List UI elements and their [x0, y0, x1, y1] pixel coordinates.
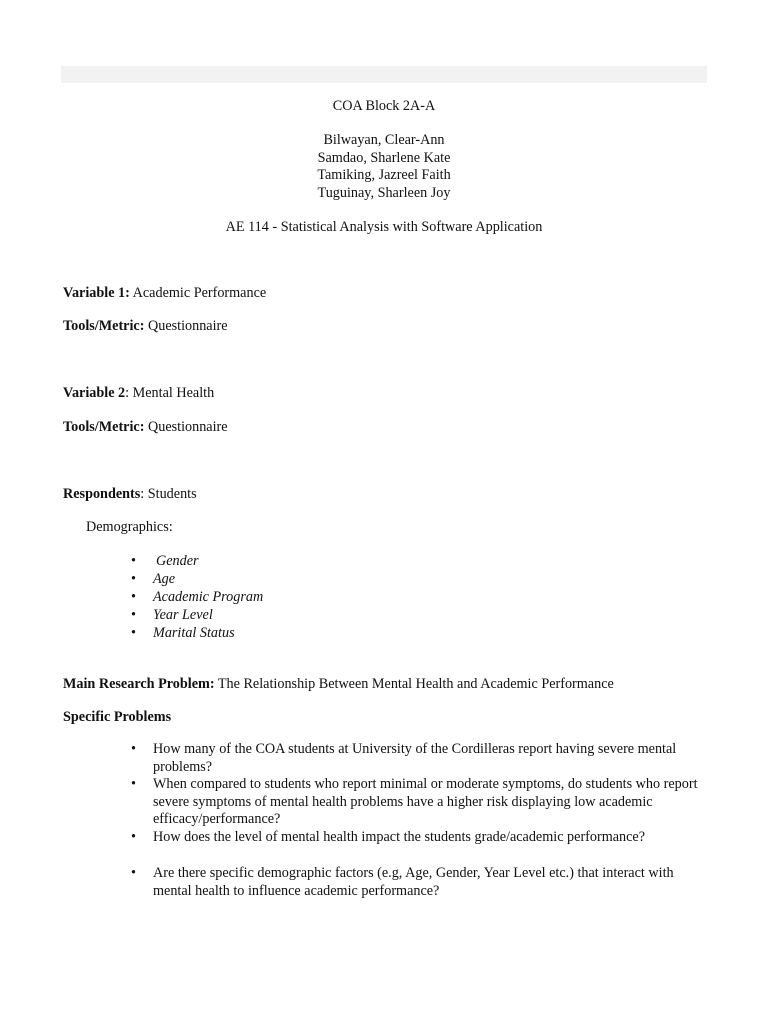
main-problem-label: Main Research Problem:: [63, 676, 215, 692]
respondents-label: Respondents: [63, 486, 141, 502]
tools-2-value: Questionnaire: [144, 419, 228, 435]
list-item: • How many of the COA students at University of the Cordilleras report having severe mental problems?: [153, 741, 713, 776]
variable-2-line: [63, 385, 214, 403]
respondents-line: [63, 486, 197, 504]
list-item: • Are there specific demographic factors (e.g, Age, Gender, Year Level etc.) that interact with mental health to influence academic performance?: [153, 865, 713, 900]
list-item: • Marital Status: [153, 624, 263, 642]
demographics-list: [153, 552, 263, 642]
top-bar: [61, 66, 707, 83]
variable-1-line: [63, 285, 266, 303]
member-name: Tamiking, Jazreel Faith: [317, 167, 451, 183]
main-problem-line: [63, 676, 614, 694]
member-name: Bilwayan, Clear-Ann: [323, 132, 445, 148]
list-item: • Age: [153, 570, 263, 588]
tools-2-label: Tools/Metric:: [63, 419, 145, 435]
list-item: • Year Level: [153, 606, 263, 624]
course-title: AE 114 - Statistical Analysis with Software Application: [225, 219, 543, 235]
member-name: Tuguinay, Sharleen Joy: [317, 184, 451, 201]
variable-2-value: : Mental Health: [125, 385, 215, 401]
specific-problems-list: [153, 741, 713, 847]
respondents-value: : Students: [140, 486, 197, 502]
variable-2-label: Variable 2: [63, 385, 126, 401]
tools-1-line: [63, 318, 228, 336]
list-item: • Academic Program: [153, 588, 263, 606]
specific-problems-title: Specific Problems: [63, 709, 172, 725]
demographics-title: Demographics:: [86, 519, 173, 535]
list-item: • How does the level of mental health impact the students grade/academic performance?: [153, 829, 713, 847]
list-item: • When compared to students who report minimal or moderate symptoms, do students who report severe symptoms of mental health problems have a higher risk displaying low academic efficacy/performance?: [153, 776, 713, 829]
main-problem-value: The Relationship Between Mental Health and Academic Performance: [214, 676, 614, 692]
variable-1-value: Academic Performance: [129, 285, 267, 301]
tools-2-line: [63, 419, 228, 437]
tools-1-label: Tools/Metric:: [63, 318, 145, 334]
specific-problems-list-continued: [153, 865, 713, 900]
tools-1-value: Questionnaire: [144, 318, 228, 334]
member-name: Samdao, Sharlene Kate: [317, 149, 451, 166]
list-item: • Gender: [153, 552, 263, 570]
variable-1-label: Variable 1:: [63, 285, 130, 301]
block-title: COA Block 2A-A: [332, 98, 436, 114]
